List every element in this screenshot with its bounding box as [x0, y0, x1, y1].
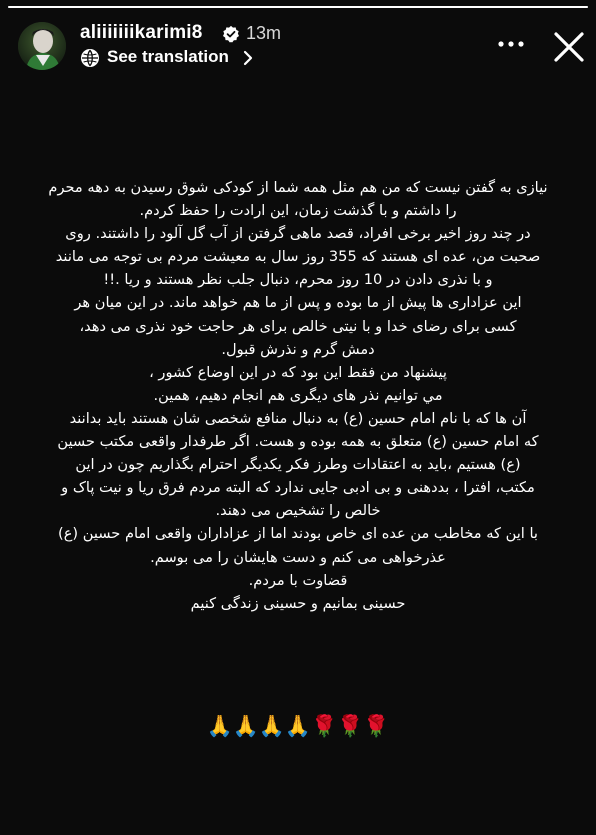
story-text-line: پیشنهاد من فقط این بود که در این اوضاع کشور ،	[149, 363, 447, 381]
close-icon[interactable]	[550, 28, 588, 66]
username[interactable]: aliiiiiiikarimi8	[80, 22, 203, 43]
translate-icon	[80, 48, 100, 68]
story-text-line: مکتب، افترا ، بددهنی و بی ادبی جایی ندارد که البته مردم فرق ریا و نیت پاک و	[61, 479, 535, 497]
rose-emojis: 🌹🌹🌹	[311, 714, 390, 738]
emoji-row	[0, 713, 596, 739]
story-text-line: کسی برای رضای خدا و با نیتی خالص برای هر حاجت خود نذری می دهد،	[79, 317, 517, 335]
story-text-line: خالص را تشخیص می دهند.	[215, 502, 381, 520]
story-text-line: را داشتم و با گذشت زمان، این ارادت را حفظ کردم.	[139, 202, 457, 220]
avatar[interactable]	[18, 22, 66, 70]
story-text-line: (ع) هستیم ،باید به اعتقادات وطرز فکر یکدیگر احترام بگذاریم چون در این	[75, 456, 521, 474]
story-text-line: نیازی به گفتن نیست که من هم مثل همه شما از کودکی شوق رسیدن به دهه محرم	[48, 179, 548, 196]
story-text-line: در چند روز اخیر برخی افراد، قصد ماهی گرفتن از آب گل آلود را داشتند. روی	[65, 225, 531, 243]
story-header	[0, 0, 596, 80]
see-translation-label: See translation	[107, 47, 229, 66]
story-text-line: قضاوت با مردم.	[248, 571, 348, 589]
story-text-line: با این که مخاطب من عده ای خاص بودند اما از عزاداران واقعی امام حسین (ع)	[58, 525, 538, 543]
story-text-line: دمش گرم و نذرش قبول.	[221, 340, 375, 358]
story-text-line: آن ها که با نام امام حسین (ع) به دنبال منافع شخصی شان هستند باید بدانند	[69, 409, 527, 427]
story-text-line: که امام حسین (ع) متعلق به همه بوده و هست. اگر طرفدار واقعی مکتب حسین	[57, 433, 539, 451]
verified-badge-icon	[222, 25, 240, 43]
story-caption-text	[14, 176, 582, 615]
story-text-line: این عزاداری ها پیش از ما بوده و پس از ما هم خواهد ماند. در این میان هر	[74, 294, 522, 312]
story-text-line: صحبت من، عده ای هستند که 355 روز سال به معیشت مردم بی توجه می مانند	[55, 248, 541, 266]
story-text-line: مي توانیم نذر های دیگری هم انجام دهیم، همین.	[153, 386, 443, 404]
story-text-line: حسینی بمانیم و حسینی زندگی کنیم	[190, 594, 406, 612]
more-options-icon[interactable]	[496, 32, 526, 56]
story-text-line: عذرخواهی می کنم و دست هایشان را می بوسم.	[150, 548, 446, 566]
story-text-line: و با نذری دادن در 10 روز محرم، دنبال جلب نظر هستند و ریا .!!	[103, 271, 493, 289]
chevron-right-icon	[243, 50, 253, 66]
post-timestamp: 13m	[246, 23, 282, 43]
folded-hands-emojis: 🙏🙏🙏🙏	[206, 714, 312, 738]
